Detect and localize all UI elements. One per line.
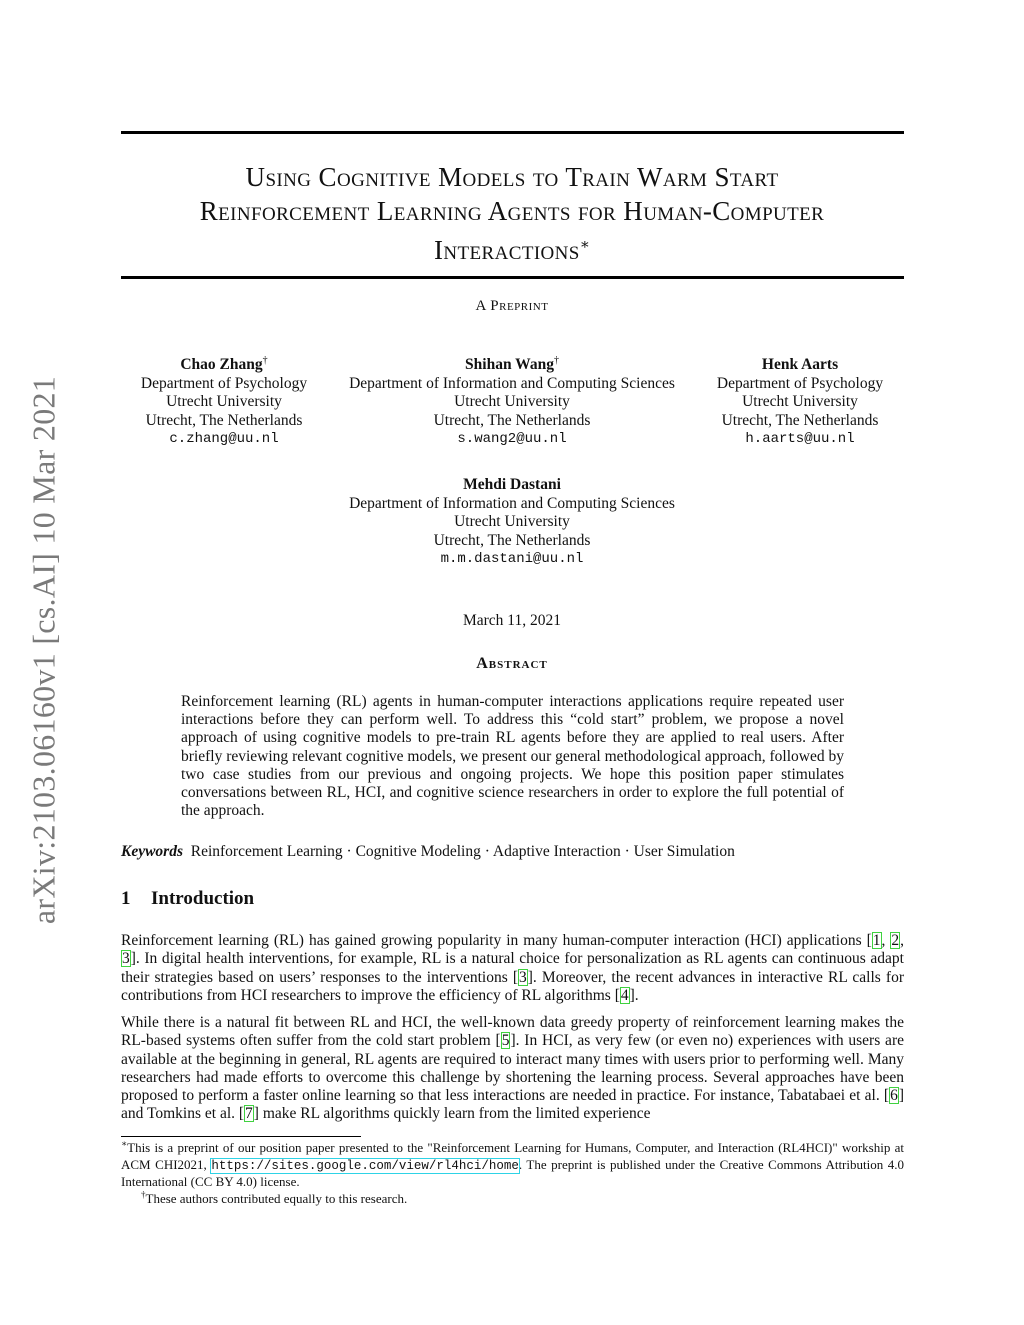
citation-link[interactable]: 3 — [519, 968, 527, 986]
author-department: Department of Psychology — [140, 374, 308, 392]
paper-title — [100, 160, 924, 267]
arxiv-identifier: arXiv:2103.06160v1 [cs.AI] 10 Mar 2021 — [25, 375, 62, 925]
footnote-2: †These authors contributed equally to this research. — [141, 1189, 408, 1206]
author-block — [332, 352, 692, 449]
citation-link[interactable]: 4 — [620, 986, 629, 1004]
author-department: Department of Information and Computing Sciences — [349, 374, 675, 392]
author-university: Utrecht University — [742, 393, 858, 411]
title-footnote-mark: ∗ — [579, 237, 590, 253]
citation-link[interactable]: 2 — [891, 932, 900, 949]
author-university: Utrecht University — [166, 393, 282, 411]
author-email[interactable]: s.wang2@uu.nl — [457, 431, 567, 448]
citation-link[interactable]: 6 — [890, 1087, 898, 1105]
citation-link[interactable]: 7 — [245, 1105, 253, 1123]
author-name: Henk Aarts — [761, 356, 839, 374]
footnote-1: ∗This is a preprint of our position paper presented to the "Reinforcement Learning for Humans, Computer, and Interaction (RL4HCI)" workship at ACM CHI2021, https://sites.google.com/view/rl4hci/home. The preprint is published under the Creative Commons Attribution 4.0 International (CC BY 4.0) license. — [121, 1138, 904, 1189]
author-block — [332, 472, 692, 569]
author-email[interactable]: h.aarts@uu.nl — [745, 431, 855, 448]
citation-link[interactable]: 3 — [122, 950, 130, 968]
citation-link[interactable]: 5 — [501, 1032, 510, 1050]
intro-paragraph-1: Reinforcement learning (RL) has gained growing popularity in many human-computer interaction (HCI) applications [1, 2, 3]. In digital health interventions, for example, RL is a natural choice for personalization as RL agents can continuous adapt their strategies based on users’ responses to the interventions [3]. Moreover, the recent advances in interactive RL calls for contributions from HCI researchers to improve the efficiency of RL algorithms [4]. — [121, 932, 905, 1004]
author-email[interactable]: c.zhang@uu.nl — [169, 431, 279, 448]
footnote-rule — [121, 1136, 361, 1137]
title-line-1: Using Cognitive Models to Train Warm Start — [245, 162, 779, 192]
publication-date: March 11, 2021 — [462, 612, 561, 629]
title-line-2: Reinforcement Learning Agents for Human-Computer — [199, 196, 825, 226]
title-line-3: Interactions∗ — [434, 235, 590, 265]
author-university: Utrecht University — [454, 393, 570, 411]
author-location: Utrecht, The Netherlands — [721, 411, 879, 429]
title-top-rule — [121, 131, 904, 134]
author-block — [124, 352, 324, 449]
author-location: Utrecht, The Netherlands — [145, 411, 303, 429]
arxiv-identifier-sidebar — [24, 360, 64, 940]
citation-link[interactable]: 1 — [872, 932, 881, 949]
keywords-list: Reinforcement Learning · Cognitive Modeling · Adaptive Interaction · User Simulation — [190, 843, 735, 860]
author-department: Department of Information and Computing Sciences — [349, 494, 675, 512]
keywords — [121, 843, 904, 861]
abstract-heading: Abstract — [476, 655, 548, 672]
author-university: Utrecht University — [454, 513, 570, 531]
author-email[interactable]: m.m.dastani@uu.nl — [440, 551, 584, 568]
preprint-label: A Preprint — [475, 298, 549, 314]
keywords-label: Keywords — [121, 843, 183, 860]
intro-paragraph-2: While there is a natural fit between RL and HCI, the well-known data greedy property of reinforcement learning makes the RL-based systems often suffer from the cold start problem [5]. In HCI, as very few (or even no) experiences with users are available at the beginning in general, RL agents are required to interact many times with users prior to performing well. Many researchers had made efforts to overcome this challenge by shortening the learning process. Several approaches have been proposed to perform a faster online learning so that less interactions are needed in practice. For instance, Tabatabaei et al. [6] and Tomkins et al. [7] make RL algorithms quickly learn from the limited experience — [121, 1014, 904, 1123]
title-bottom-rule — [121, 276, 904, 279]
workshop-url-link[interactable]: https://sites.google.com/view/rl4hci/home — [211, 1158, 519, 1173]
author-location: Utrecht, The Netherlands — [433, 411, 591, 429]
author-location: Utrecht, The Netherlands — [433, 531, 591, 549]
section-title: Introduction — [151, 888, 255, 909]
section-number: 1 — [121, 888, 131, 909]
author-name: Mehdi Dastani — [463, 476, 561, 494]
abstract-text: Reinforcement learning (RL) agents in human-computer interactions applications require repeated user interactions before they can perform well. To address this “cold start” problem, we propose a novel approach of using cognitive models to pre-train RL agents before they are applied to real users. After briefly reviewing relevant cognitive models, we present our general methodological approach, followed by two case studies from our previous and ongoing projects. We hope this position paper stimulates conversations between RL, HCI, and cognitive science researchers in order to explore the full potential of the approach. — [181, 693, 844, 820]
section-heading — [121, 888, 254, 910]
author-name: Chao Zhang† — [180, 355, 268, 374]
author-block — [700, 352, 900, 449]
author-name: Shihan Wang† — [465, 355, 559, 374]
author-department: Department of Psychology — [716, 374, 884, 392]
